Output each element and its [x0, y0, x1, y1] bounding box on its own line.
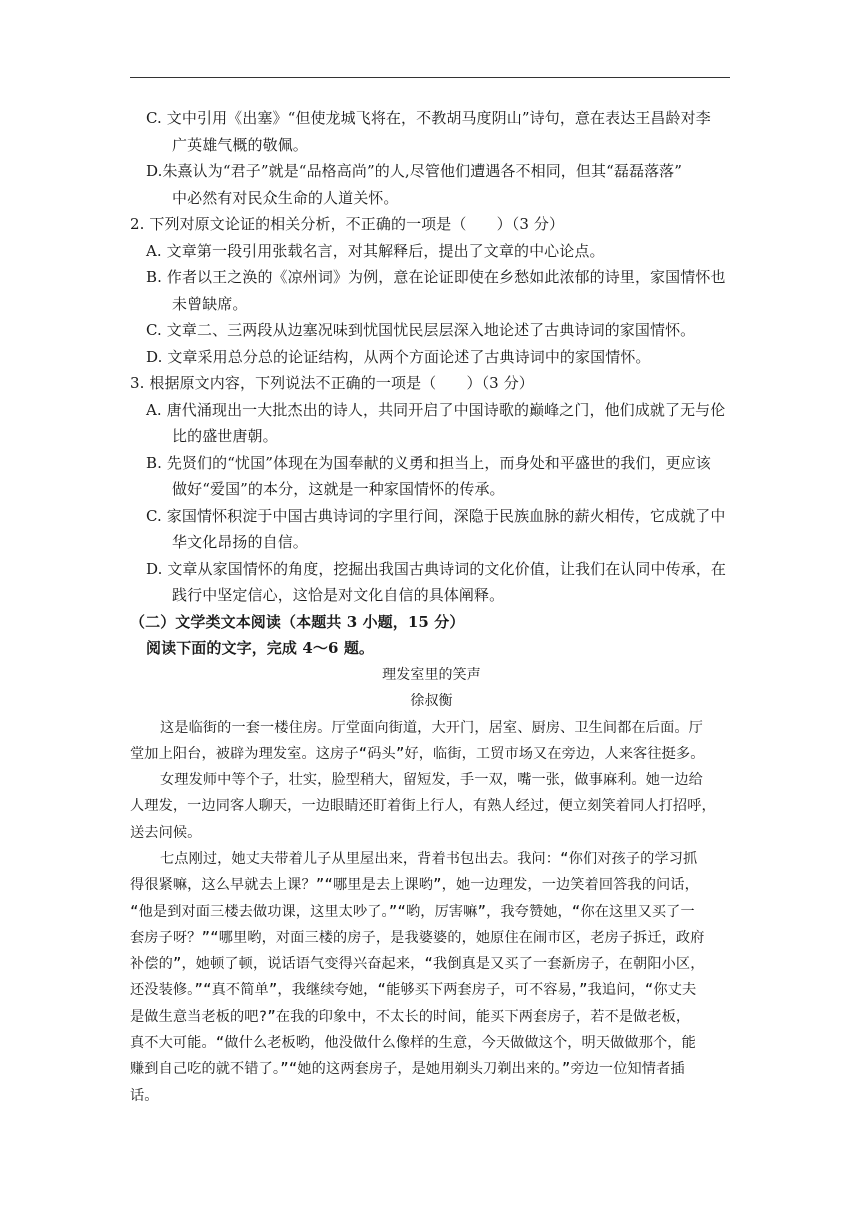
paragraph-2-line-2: 人理发，一边同客人聊天，一边眼睛还盯着街上行人，有熟人经过，便立刻笑着同人打招呼， — [130, 798, 716, 815]
question-2 — [130, 211, 733, 370]
question-3-stem: 3. 根据原文内容，下列说法不正确的一项是（ ）（3 分） — [130, 374, 534, 392]
paragraph-3-line-8: 真不大可能。“做什么老板哟，他没做什么像样的生意，今天做做这个，明天做做那个，能 — [130, 1035, 696, 1052]
q3-option-c-line-2: 华文化昂扬的自信。 — [172, 533, 308, 551]
section-heading: （二）文学类文本阅读（本题共 3 小题，15 分） — [130, 612, 465, 631]
passage-title: 理发室里的笑声 — [382, 666, 481, 683]
question-2-stem: 2. 下列对原文论证的相关分析，不正确的一项是（ ）（3 分） — [130, 215, 565, 233]
q2-option-b-line-1: B. 作者以王之涣的《凉州词》为例，意在论证即使在乡愁如此浓郁的诗里，家国情怀也 — [146, 268, 726, 286]
q3-option-d-line-1: D. 文章从家国情怀的角度，挖掘出我国古典诗词的文化价值，让我们在认同中传承，在 — [146, 559, 727, 578]
question-1-options — [130, 105, 733, 211]
paragraph-3-line-10: 话。 — [130, 1087, 159, 1104]
paragraph-3-line-1: 七点刚过，她丈夫带着儿子从里屋出来，背着书包出去。我问：“你们对孩子的学习抓 — [160, 850, 698, 867]
q3-option-b-line-1: B. 先贤们的“忧国”体现在为国奉献的义勇和担当上，而身处和平盛世的我们，更应该 — [146, 453, 711, 472]
q3-option-a-line-1: A. 唐代涌现出一大批杰出的诗人，共同开启了中国诗歌的巅峰之门，他们成就了无与伦 — [146, 400, 726, 419]
paragraph-3-line-7: 是做生意当老板的吧?”在我的印象中，不太长的时间，能买下两套房子，若不是做老板， — [130, 1008, 691, 1025]
option-d-line-2: 中必然有对民众生命的人道关怀。 — [172, 188, 399, 207]
option-c-line-1: C. 文中引用《出塞》“但使龙城飞将在，不教胡马度阴山”诗句，意在表达王昌龄对李 — [146, 109, 711, 127]
paragraph-3-line-4: 套房子呀？”“哪里哟，对面三楼的房子，是我婆婆的，她原住在闹市区，老房子拆迁，政府 — [130, 929, 705, 946]
question-3 — [130, 370, 733, 609]
q2-option-d: D. 文章采用总分总的论证结构，从两个方面论述了古典诗词中的家国情怀。 — [146, 347, 651, 366]
q2-option-c: C. 文章二、三两段从边塞况味到忧国忧民层层深入地论述了古典诗词的家国情怀。 — [146, 321, 696, 339]
paragraph-3-line-3: “他是到对面三楼去做功课，这里太吵了。”“哟，厉害嘛”，我夸赞她，“你在这里又买了一 — [130, 903, 695, 920]
paragraph-3-line-6: 还没装修。”“真不简单”，我继续夸她，“能够买下两套房子，可不容易，”我追问，“你丈夫 — [130, 982, 697, 999]
section-instruction: 阅读下面的文字，完成 4～6 题。 — [146, 639, 375, 657]
passage-author: 徐叔衡 — [410, 693, 453, 709]
header-rule — [130, 77, 730, 78]
option-c-line-2: 广英雄气概的敬佩。 — [172, 135, 308, 154]
q2-option-a: A. 文章第一段引用张载名言，对其解释后，提出了文章的中心论点。 — [146, 241, 605, 260]
document-body — [130, 105, 733, 1109]
q2-option-b-line-2: 未曾缺席。 — [172, 294, 248, 313]
q3-option-d-line-2: 践行中坚定信心，这恰是对文化自信的具体阐释。 — [172, 586, 505, 604]
paragraph-1-line-2: 堂加上阳台，被辟为理发室。这房子“码头”好，临街，工贸市场又在旁边，人来客往挺多。 — [130, 745, 705, 762]
paragraph-1-line-1: 这是临街的一套一楼住房。厅堂面向街道，大开门，居室、厨房、卫生间都在后面。厅 — [160, 719, 703, 736]
paragraph-2-line-3: 送去问候。 — [130, 824, 202, 841]
option-d-line-1: D.朱熹认为“君子”就是“品格高尚”的人,尽管他们遭遇各不相同，但其“磊磊落落” — [146, 162, 683, 180]
q3-option-a-line-2: 比的盛世唐朝。 — [172, 427, 278, 445]
q3-option-c-line-1: C. 家国情怀积淀于中国古典诗词的字里行间，深隐于民族血脉的薪火相传，它成就了中 — [146, 506, 726, 525]
paragraph-3-line-9: 赚到自己吃的就不错了。”“她的这两套房子，是她用剃头刀剃出来的。”旁边一位知情者插 — [130, 1061, 685, 1078]
passage-body — [130, 715, 733, 1109]
paragraph-2-line-1: 女理发师中等个子，壮实，脸型稍大，留短发，手一双，嘴一张，做事麻利。她一边给 — [160, 772, 703, 789]
paragraph-3-line-5: 补偿的”，她顿了顿，说话语气变得兴奋起来，“我倒真是又买了一套新房子，在朝阳小区， — [130, 956, 705, 973]
q3-option-b-line-2: 做好“爱国”的本分，这就是一种家国情怀的传承。 — [172, 480, 505, 498]
paragraph-3-line-2: 得很紧嘛，这么早就去上课？”“哪里是去上课哟”，她一边理发，一边笑着回答我的问话， — [130, 877, 699, 894]
